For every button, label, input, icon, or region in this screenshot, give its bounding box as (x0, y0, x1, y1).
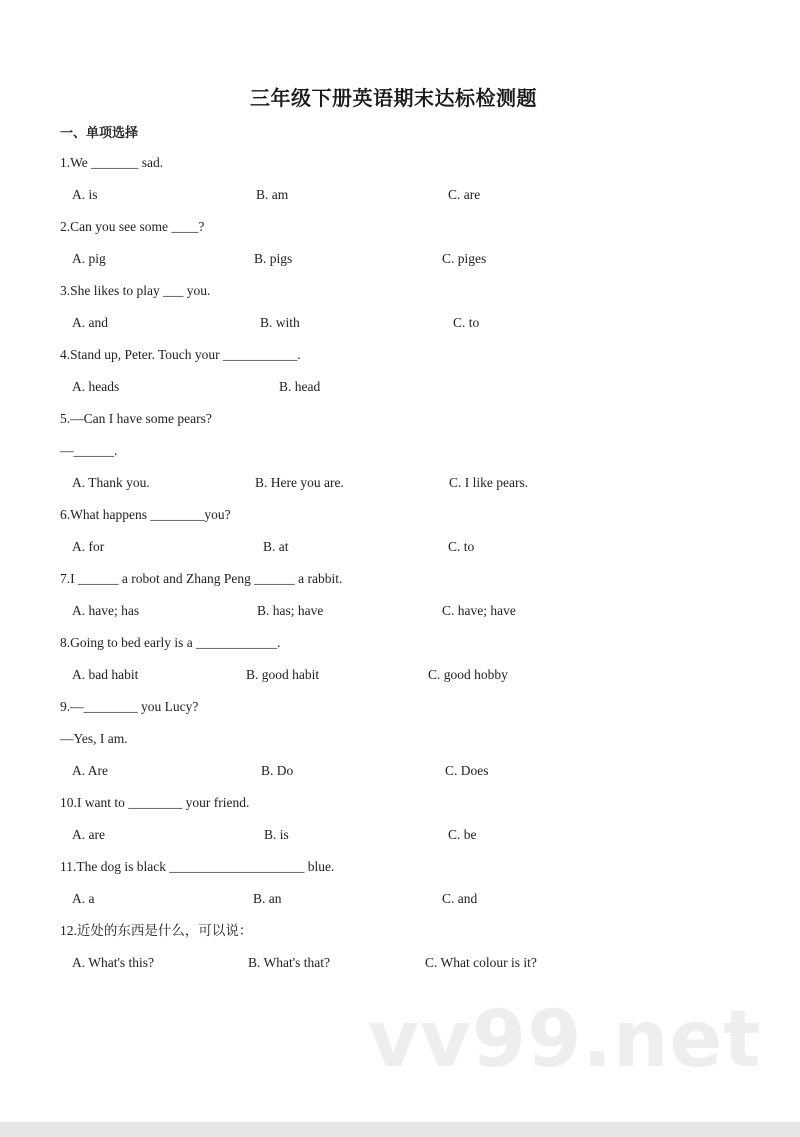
answer-option: A. are (72, 827, 105, 842)
question-stem: 3.She likes to play ___ you. (60, 283, 211, 298)
question-stem: 7.I ______ a robot and Zhang Peng ______ a rabbit. (60, 571, 343, 586)
answer-option: B. has; have (257, 603, 324, 618)
answer-option: A. bad habit (72, 667, 139, 682)
answer-option: C. to (448, 539, 475, 554)
question-stem: 9.—________ you Lucy? (60, 699, 199, 714)
question-stem: 11.The dog is black ____________________ blue. (60, 859, 335, 874)
answer-option: B. an (253, 891, 282, 906)
viewer-bottom-bar (0, 1122, 800, 1137)
answer-option: A. a (72, 891, 95, 906)
answer-option: C. piges (442, 251, 487, 266)
document-title: 三年级下册英语期末达标检测题 (250, 86, 537, 110)
answer-option: B. pigs (254, 251, 293, 266)
answer-option: C. have; have (442, 603, 516, 618)
answer-option: A. heads (72, 379, 120, 394)
answer-option: B. am (256, 187, 289, 202)
question-stem: 4.Stand up, Peter. Touch your ___________. (60, 347, 301, 362)
answer-option: B. What's that? (248, 955, 331, 970)
answer-option: A. have; has (72, 603, 140, 618)
answer-option: A. for (72, 539, 105, 554)
question-extra-line: —______. (60, 443, 118, 458)
question-stem: 10.I want to ________ your friend. (60, 795, 250, 810)
answer-option: A. What's this? (72, 955, 155, 970)
answer-option: C. to (453, 315, 480, 330)
answer-option: C. be (448, 827, 477, 842)
answer-option: C. Does (445, 763, 489, 778)
answer-option: C. good hobby (428, 667, 508, 682)
answer-option: C. I like pears. (449, 475, 529, 490)
section-heading: 一、单项选择 (60, 126, 139, 141)
answer-option: A. is (72, 187, 98, 202)
answer-option: B. at (263, 539, 289, 554)
question-stem: 8.Going to bed early is a ____________. (60, 635, 281, 650)
answer-option: B. is (264, 827, 289, 842)
question-stem: 5.—Can I have some pears? (60, 411, 212, 426)
question-stem: 2.Can you see some ____? (60, 219, 205, 234)
answer-option: C. are (448, 187, 481, 202)
answer-option: A. Are (72, 763, 108, 778)
answer-option: A. and (72, 315, 108, 330)
question-extra-line: —Yes, I am. (60, 731, 128, 746)
question-stem: 1.We _______ sad. (60, 155, 164, 170)
watermark: vv99.net (368, 995, 762, 1085)
answer-option: B. with (260, 315, 300, 330)
answer-option: B. Do (261, 763, 294, 778)
question-stem: 6.What happens ________you? (60, 507, 231, 522)
answer-option: C. What colour is it? (425, 955, 537, 970)
answer-option: A. Thank you. (72, 475, 150, 490)
answer-option: C. and (442, 891, 478, 906)
answer-option: A. pig (72, 251, 106, 266)
answer-option: B. head (279, 379, 321, 394)
question-stem: 12.近处的东西是什么，可以说： (60, 923, 253, 938)
answer-option: B. Here you are. (255, 475, 344, 490)
answer-option: B. good habit (246, 667, 320, 682)
